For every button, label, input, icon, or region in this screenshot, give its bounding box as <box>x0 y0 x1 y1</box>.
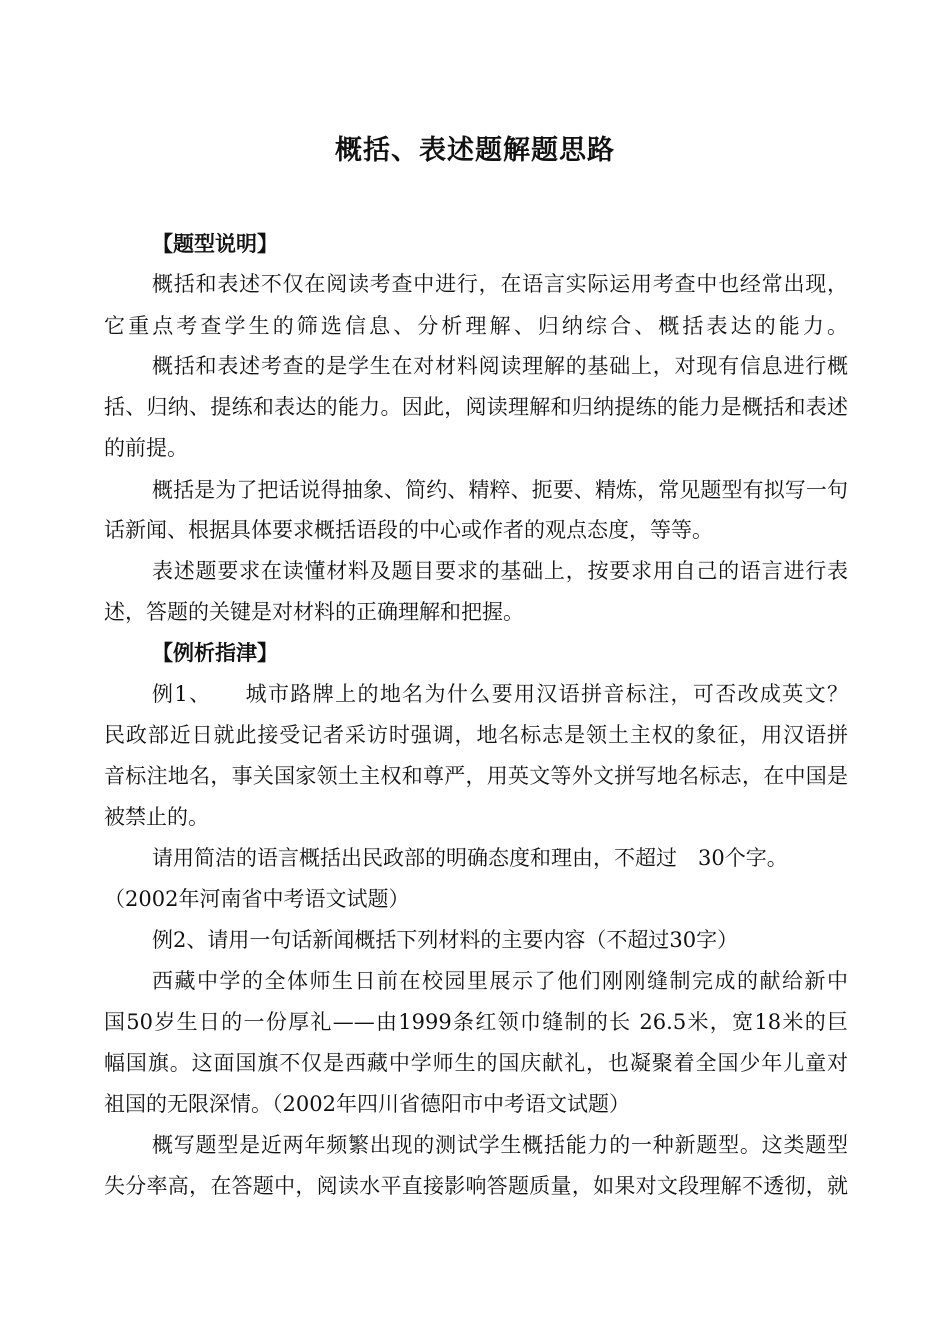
paragraph-line: 括、归纳、提练和表达的能力。因此，阅读理解和归纳提练的能力是概括和表述 <box>104 395 848 419</box>
paragraph-line: 话新闻、根据具体要求概括语段的中心或作者的观点态度，等等。 <box>104 518 713 542</box>
paragraph-line: 请用简洁的语言概括出民政部的明确态度和理由，不超过 30个字。 <box>152 846 788 870</box>
paragraph-line: 概括是为了把话说得抽象、简约、精粹、扼要、精炼，常见题型有拟写一句 <box>152 478 848 502</box>
paragraph-line: 概写题型是近两年频繁出现的测试学生概括能力的一种新题型。这类题型 <box>152 1133 848 1157</box>
paragraph-line: 概括和表述不仅在阅读考查中进行，在语言实际运用考查中也经常出现， <box>152 272 848 296</box>
paragraph-line: 表述题要求在读懂材料及题目要求的基础上，按要求用自己的语言进行表 <box>152 559 848 583</box>
paragraph-line: 失分率高，在答题中，阅读水平直接影响答题质量，如果对文段理解不透彻，就 <box>104 1174 848 1198</box>
paragraph-line: 国50岁生日的一份厚礼——由1999条红领巾缝制的长 26.5米，宽18米的巨 <box>104 1010 848 1034</box>
paragraph-line: （2002年河南省中考语文试题） <box>104 887 410 911</box>
paragraph-line: 被禁止的。 <box>104 805 209 829</box>
paragraph-line: 概括和表述考查的是学生在对材料阅读理解的基础上，对现有信息进行概 <box>152 354 848 378</box>
paragraph-line: 西藏中学的全体师生日前在校园里展示了他们刚刚缝制完成的献给新中 <box>152 969 848 993</box>
paragraph-line: 例1、 城市路牌上的地名为什么要用汉语拼音标注，可否改成英文？ <box>152 682 848 706</box>
section-heading: 【题型说明】 <box>152 232 278 256</box>
paragraph-line: 例2、请用一句话新闻概括下列材料的主要内容（不超过30字） <box>152 928 739 952</box>
section-heading: 【例析指津】 <box>152 641 278 665</box>
page-title: 概括、表述题解题思路 <box>335 135 615 166</box>
paragraph-line: 祖国的无限深情。（2002年四川省德阳市中考语文试题） <box>104 1092 630 1116</box>
paragraph-line: 它重点考查学生的筛选信息、分析理解、归纳综合、概括表达的能力。 <box>104 314 848 338</box>
paragraph-line: 幅国旗。这面国旗不仅是西藏中学师生的国庆献礼，也凝聚着全国少年儿童对 <box>104 1051 848 1075</box>
paragraph-line: 音标注地名，事关国家领土主权和尊严，用英文等外文拼写地名标志，在中国是 <box>104 764 848 788</box>
paragraph-line: 述，答题的关键是对材料的正确理解和把握。 <box>104 600 524 624</box>
paragraph-line: 的前提。 <box>104 436 188 460</box>
paragraph-line: 民政部近日就此接受记者采访时强调，地名标志是领土主权的象征，用汉语拼 <box>104 723 848 747</box>
